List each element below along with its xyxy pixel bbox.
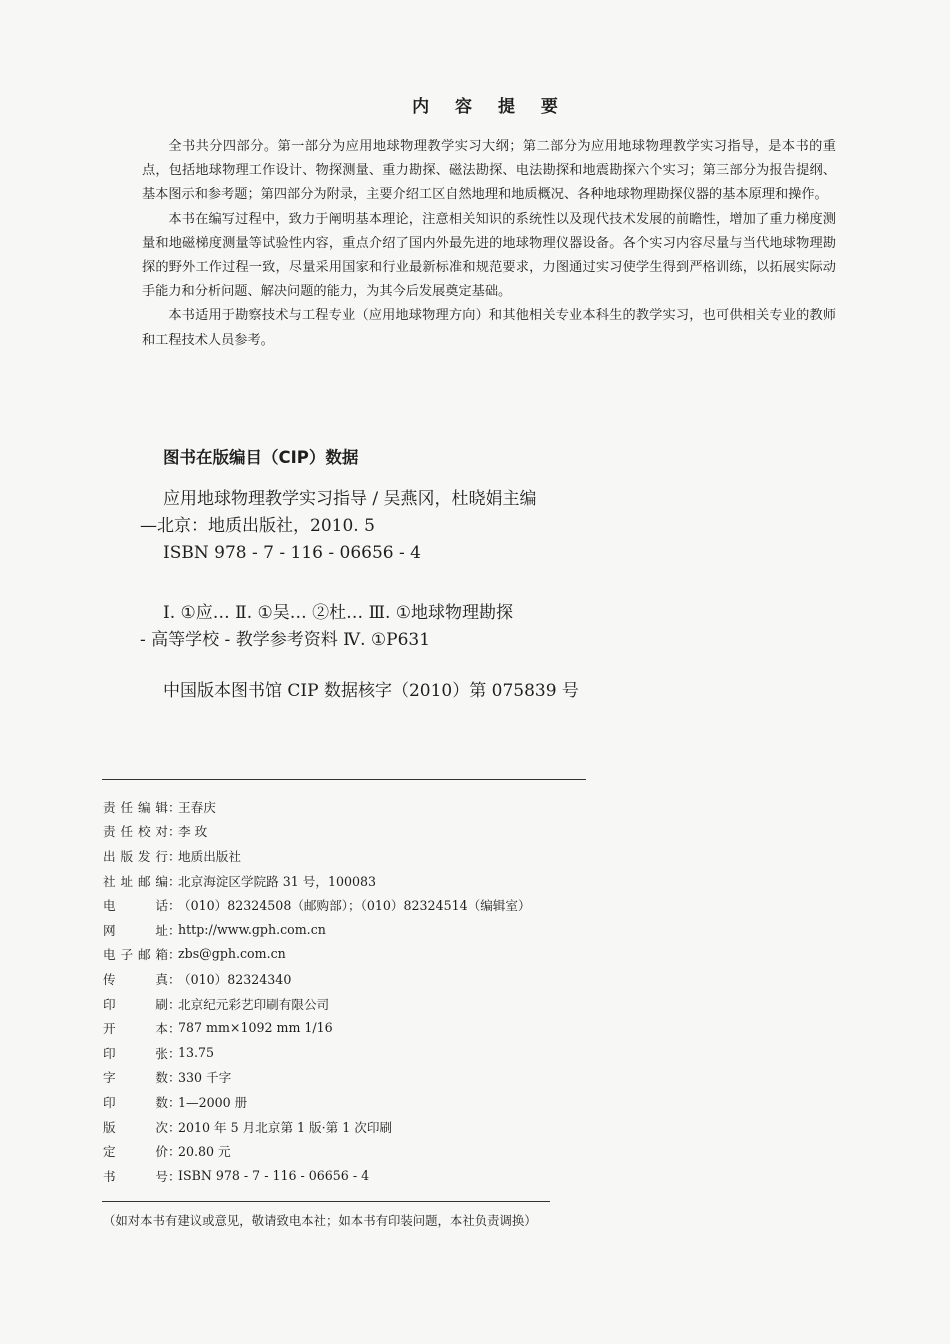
summary-paragraph: 本书在编写过程中，致力于阐明基本理论，注意相关知识的系统性以及现代技术发展的前瞻性，增加了重力梯度测量和地磁梯度测量等试验性内容，重点介绍了国内外最先进的地球物理仪器设备。各个实习内容尽量与当代地球物理勘探的野外工作过程一致，尽量采用国家和行业最新标准和规范要求，力图通过实习使学生得到严格训练，以拓展实际动手能力和分析问题、解决问题的能力，为其今后发展奠定基础。 [142, 211, 836, 300]
publication-info [103, 794, 531, 1188]
pub-row: 书号 ： ISBN 978 - 7 - 116 - 06656 - 4 [103, 1167, 370, 1184]
summary-paragraph: 本书适用于勘察技术与工程专业（应用地球物理方向）和其他相关专业本科生的教学实习，也可供相关专业的教师和工程技术人员参考。 [142, 308, 836, 348]
cip-heading: 图书在版编目（CIP）数据 [163, 448, 359, 467]
summary-paragraph: 全书共分四部分。第一部分为应用地球物理教学实习大纲；第二部分为应用地球物理教学实习指导，是本书的重点，包括地球物理工作设计、物探测量、重力勘探、磁法勘探、电法勘探和地震勘探六个实习；第三部分为报告提纲、基本图示和参考题；第四部分为附录，主要介绍工区自然地理和地质概况、各种地球物理勘探仪器的基本原理和操作。 [142, 139, 836, 203]
pub-row: 印刷 ： 北京纪元彩艺印刷有限公司 [103, 996, 330, 1012]
pub-row: 责任编辑 ： 王春庆 [103, 799, 216, 815]
pub-row: 电话 ： （010）82324508（邮购部）；（010）82324514（编辑室） [103, 898, 531, 914]
pub-row: 网址 ： http://www.gph.com.cn [103, 921, 326, 938]
footnote: （如对本书有建议或意见，敬请致电本社；如本书有印装问题，本社负责调换） [103, 1213, 537, 1228]
divider-bottom [102, 1201, 550, 1202]
cip-classification-line: - 高等学校 - 教学参考资料 Ⅳ. ①P631 [140, 630, 431, 650]
pub-row: 开本 ： 787 mm×1092 mm 1/16 [103, 1020, 333, 1037]
cip-publisher-line: —北京：地质出版社，2010. 5 [140, 516, 375, 536]
pub-row: 印数 ： 1—2000 册 [103, 1094, 248, 1110]
summary-heading: 内 容 提 要 [412, 97, 568, 117]
pub-row: 社址邮编 ： 北京海淀区学院路 31 号，100083 [103, 873, 377, 889]
pub-row: 定价 ： 20.80 元 [103, 1144, 231, 1160]
cip-record-line: 中国版本图书馆 CIP 数据核字（2010）第 075839 号 [163, 681, 579, 701]
pub-row: 印张 ： 13.75 [103, 1044, 215, 1061]
cip-title-line: 应用地球物理教学实习指导 / 吴燕冈，杜晓娟主编 [163, 489, 537, 509]
pub-row: 出版发行 ： 地质出版社 [103, 848, 241, 864]
pub-row: 责任校对 ： 李 玫 [103, 824, 208, 840]
divider-top [102, 779, 586, 780]
cip-classification-line: Ⅰ. ①应… Ⅱ. ①吴… ②杜… Ⅲ. ①地球物理勘探 [163, 603, 514, 623]
cip-record-number [140, 678, 660, 705]
pub-row: 电子邮箱 ： zbs@gph.com.cn [103, 946, 286, 963]
pub-row: 传真 ： （010）82324340 [103, 971, 292, 987]
cip-isbn-line: ISBN 978 - 7 - 116 - 06656 - 4 [163, 543, 421, 563]
pub-row: 字数 ： 330 千字 [103, 1070, 232, 1086]
cip-classification [140, 600, 660, 654]
summary-text [142, 135, 836, 353]
pub-row: 版次 ： 2010 年 5 月北京第 1 版·第 1 次印刷 [103, 1119, 393, 1135]
cip-record [140, 486, 660, 567]
